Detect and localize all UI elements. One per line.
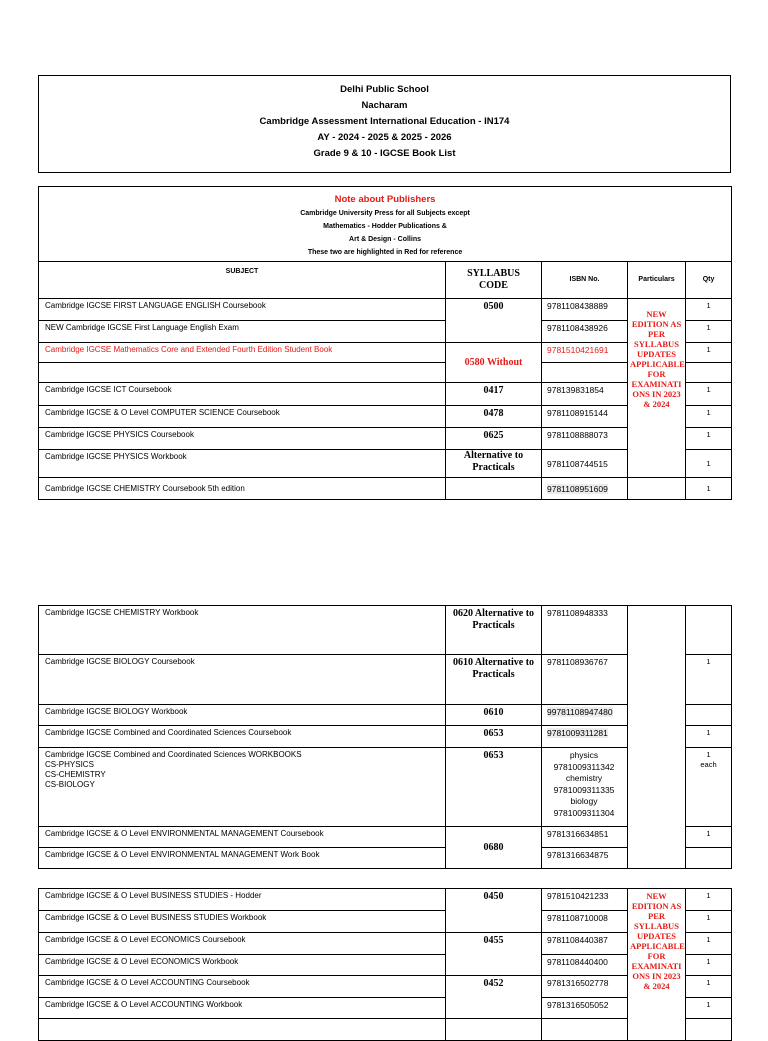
isbn-cell: 9781108710008: [542, 911, 628, 933]
grade-title: Grade 9 & 10 - IGCSE Book List: [313, 148, 456, 159]
book-table-1: [38, 186, 732, 500]
isbn-cell: 9781316505052: [542, 998, 628, 1019]
qty-cell: 1: [686, 478, 732, 500]
qty-cell: 1: [686, 955, 732, 976]
syllabus-code: 0478: [446, 406, 542, 428]
isbn-cell: 9781108440387: [542, 933, 628, 955]
isbn-cell: 9781108948333: [542, 606, 628, 655]
qty-cell: 1: [686, 383, 732, 406]
subject-cell: Cambridge IGCSE & O Level BUSINESS STUDIES - Hodder: [39, 889, 446, 911]
qty-cell: 1: [686, 428, 732, 450]
qty-cell: 1: [686, 299, 732, 321]
note-line: Cambridge University Press for all Subjects except: [300, 210, 470, 217]
isbn-cell: 9781108438926: [542, 321, 628, 343]
qty-cell: 1: [686, 406, 732, 428]
subject-cell: Cambridge IGCSE ICT Coursebook: [39, 383, 446, 406]
isbn-cell: [542, 726, 628, 748]
syllabus-code: 0610 Alternative to Practicals: [446, 655, 542, 705]
qty-cell: 1: [686, 827, 732, 848]
syllabus-code: 0452: [446, 976, 542, 1019]
qty-cell: 1: [686, 726, 732, 748]
isbn-cell: 9781108915144: [542, 406, 628, 428]
qty-cell: 1: [686, 889, 732, 911]
subject-cell: Cambridge IGCSE Mathematics Core and Extended Fourth Edition Student Book: [39, 343, 446, 363]
header-box: [38, 75, 731, 173]
qty-cell: 1: [686, 343, 732, 363]
empty-cell: [542, 363, 628, 383]
subject-cell: Cambridge IGCSE Combined and Coordinated Sciences Coursebook: [39, 726, 446, 748]
syllabus-code: 0625: [446, 428, 542, 450]
subject-cell: Cambridge IGCSE BIOLOGY Workbook: [39, 705, 446, 726]
isbn-cell: 9781510421691: [542, 343, 628, 363]
subject-cell: Cambridge IGCSE CHEMISTRY Workbook: [39, 606, 446, 655]
qty-cell: 1: [686, 450, 732, 478]
qty-cell: [686, 848, 732, 869]
isbn-cell: 9781316634851: [542, 827, 628, 848]
empty-cell: [446, 478, 542, 500]
col-header-qty: Qty: [686, 262, 732, 299]
new-edition-note: NEW EDITION AS PER SYLLABUS UPDATES APPLICABLE FOR EXAMINATI ONS IN 2023 & 2024: [628, 889, 686, 1041]
isbn-cell: 9781510421233: [542, 889, 628, 911]
book-table-2: [38, 605, 732, 869]
empty-cell: [39, 363, 446, 383]
particulars-cell: [628, 606, 686, 869]
board-name: Cambridge Assessment International Education - IN174: [259, 116, 510, 127]
isbn-cell: [542, 705, 628, 726]
qty-cell: 1: [686, 911, 732, 933]
subject-cell: Cambridge IGCSE & O Level ACCOUNTING Workbook: [39, 998, 446, 1019]
school-name: Delhi Public School: [340, 84, 429, 95]
syllabus-code: 0580 Without: [446, 343, 542, 383]
syllabus-code: 0455: [446, 933, 542, 976]
subject-cell: Cambridge IGCSE & O Level ECONOMICS Workbook: [39, 955, 446, 976]
isbn-cell: 9781316634875: [542, 848, 628, 869]
empty-cell: [686, 363, 732, 383]
empty-cell: [446, 1019, 542, 1041]
subject-cell: Cambridge IGCSE FIRST LANGUAGE ENGLISH Coursebook: [39, 299, 446, 321]
branch-name: Nacharam: [361, 100, 408, 111]
syllabus-code: 0417: [446, 383, 542, 406]
isbn-cell: 9781108936767: [542, 655, 628, 705]
syllabus-code: 0610: [446, 705, 542, 726]
subject-cell: NEW Cambridge IGCSE First Language English Exam: [39, 321, 446, 343]
col-header-syllabus-code: SYLLABUS CODE: [446, 262, 542, 299]
note-line: Art & Design - Collins: [349, 236, 421, 243]
qty-cell: [686, 705, 732, 726]
empty-cell: [686, 1019, 732, 1041]
qty-cell: 1: [686, 933, 732, 955]
isbn-value: 9781108951609: [547, 483, 608, 494]
isbn-cell: 9781108438889: [542, 299, 628, 321]
subject-cell: Cambridge IGCSE & O Level ACCOUNTING Coursebook: [39, 976, 446, 998]
new-edition-note: NEW EDITION AS PER SYLLABUS UPDATES APPLICABLE FOR EXAMINATI ONS IN 2023 & 2024: [628, 299, 686, 478]
subject-cell: Cambridge IGCSE & O Level ENVIRONMENTAL MANAGEMENT Work Book: [39, 848, 446, 869]
isbn-cell: 978139831854: [542, 383, 628, 406]
col-header-particulars: Particulars: [628, 262, 686, 299]
subject-cell: Cambridge IGCSE & O Level ECONOMICS Coursebook: [39, 933, 446, 955]
subject-cell: Cambridge IGCSE & O Level COMPUTER SCIENCE Coursebook: [39, 406, 446, 428]
isbn-cell: 9781108888073: [542, 428, 628, 450]
note-title: Note about Publishers: [334, 194, 436, 205]
syllabus-code: 0653: [446, 748, 542, 827]
isbn-cell: 9781316502778: [542, 976, 628, 998]
note-line: These two are highlighted in Red for reference: [307, 249, 463, 256]
qty-cell: 1: [686, 655, 732, 705]
qty-cell: 1: [686, 321, 732, 343]
isbn-value: 99781108947480: [547, 707, 613, 717]
qty-cell: 1: [686, 976, 732, 998]
isbn-cell: [542, 478, 628, 500]
note-line: Mathematics - Hodder Publications &: [323, 223, 447, 230]
subject-cell: Cambridge IGCSE Combined and Coordinated Sciences WORKBOOKS CS-PHYSICS CS-CHEMISTRY CS-BIOLOGY: [39, 748, 446, 827]
isbn-cell: physics 9781009311342 chemistry 9781009311335 biology 9781009311304: [542, 748, 628, 827]
col-header-subject: SUBJECT: [39, 262, 446, 299]
isbn-cell: 9781108440400: [542, 955, 628, 976]
subject-cell: Cambridge IGCSE CHEMISTRY Coursebook 5th edition: [39, 478, 446, 500]
qty-cell: [686, 606, 732, 655]
empty-cell: [542, 1019, 628, 1041]
subject-cell: Cambridge IGCSE BIOLOGY Coursebook: [39, 655, 446, 705]
qty-cell: 1: [686, 998, 732, 1019]
qty-cell: 1 each: [686, 748, 732, 827]
isbn-cell: 9781108744515: [542, 450, 628, 478]
academic-year: AY - 2024 - 2025 & 2025 - 2026: [317, 132, 452, 143]
syllabus-code: 0450: [446, 889, 542, 933]
publisher-note: [39, 187, 732, 262]
subject-cell: Cambridge IGCSE PHYSICS Workbook: [39, 450, 446, 478]
syllabus-code: Alternative to Practicals: [446, 450, 542, 478]
syllabus-code: 0653: [446, 726, 542, 748]
subject-cell: Cambridge IGCSE & O Level ENVIRONMENTAL MANAGEMENT Coursebook: [39, 827, 446, 848]
subject-cell: Cambridge IGCSE PHYSICS Coursebook: [39, 428, 446, 450]
col-header-isbn: ISBN No.: [542, 262, 628, 299]
subject-cell: Cambridge IGCSE & O Level BUSINESS STUDIES Workbook: [39, 911, 446, 933]
empty-cell: [628, 478, 686, 500]
syllabus-code: 0620 Alternative to Practicals: [446, 606, 542, 655]
empty-cell: [39, 1019, 446, 1041]
syllabus-code: 0680: [446, 827, 542, 869]
isbn-value: 9781009311281: [547, 728, 608, 738]
book-table-3: [38, 888, 732, 1041]
syllabus-code: 0500: [446, 299, 542, 343]
